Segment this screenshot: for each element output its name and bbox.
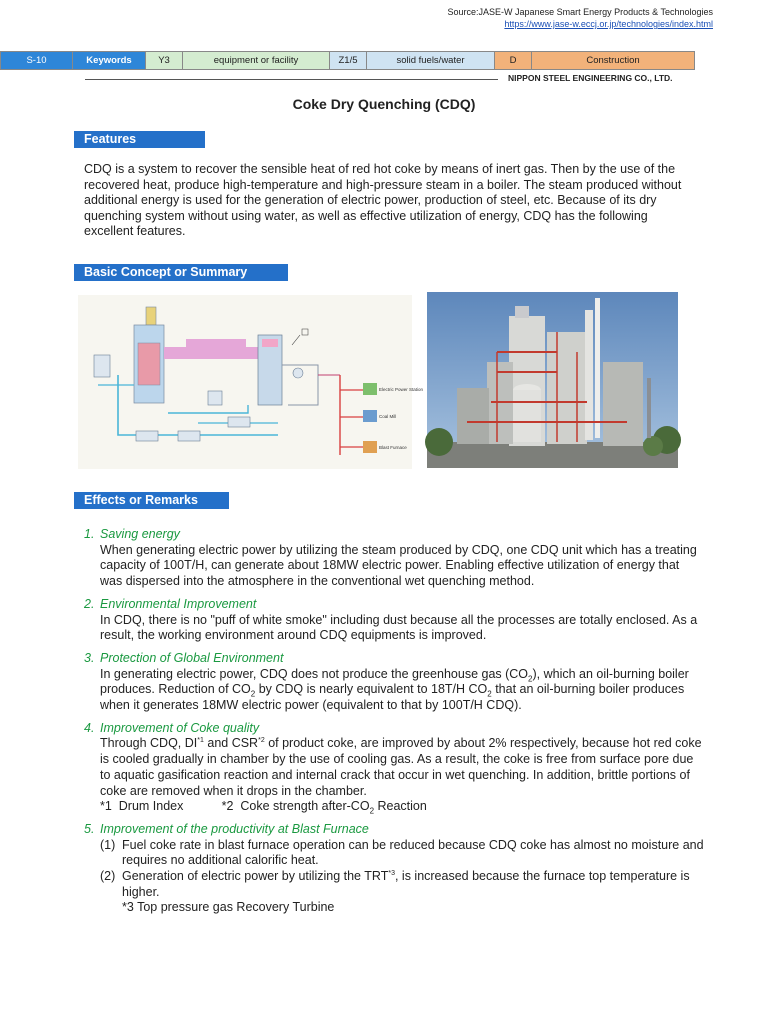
footnote-row	[84, 799, 704, 815]
superscript: *2	[258, 737, 265, 745]
effect-title	[84, 597, 704, 613]
power-station-label: Electric Power Station	[379, 387, 424, 392]
d-code: D	[495, 51, 532, 70]
text-run: by CDQ is nearly equivalent to 18T/H CO	[255, 682, 488, 697]
effect-body: When generating electric power by utilizing the steam produced by CDQ, one CDQ unit which has a treating capacity of 100T/H, can generate about 18MW electric power. Enabling effective utilization of energy that was dispersed into the atmosphere in the conventional wet quenching method.	[100, 542, 697, 589]
effect-body	[84, 838, 704, 917]
effect-body: In CDQ, there is no "puff of white smoke" including dust because all the processes are totally enclosed. As a result, the working environment around CDQ equipments is improved.	[100, 612, 698, 643]
effect-body	[84, 736, 704, 799]
section-effects: Effects or Remarks	[74, 492, 229, 509]
process-diagram-svg	[78, 295, 424, 469]
text-run: In generating electric power, CDQ does not produce the greenhouse gas (CO	[100, 666, 529, 681]
effect-number: 4.	[84, 720, 95, 735]
source-attribution	[448, 6, 713, 30]
cdq-plant-photo	[427, 292, 678, 468]
subscript: 2	[369, 806, 375, 816]
source-line: Source:JASE-W Japanese Smart Energy Products & Technologies	[447, 7, 713, 17]
plant-photo-svg	[427, 292, 678, 468]
effect-title	[84, 721, 704, 737]
effect-number: 2.	[84, 596, 95, 611]
footnote: *1 Drum Index	[100, 799, 184, 814]
effect-title	[84, 822, 704, 838]
sub-marker: (1)	[100, 837, 116, 852]
effect-number: 5.	[84, 821, 95, 836]
text-run: ), which an oil-burning boiler produces. Reduction of CO	[100, 666, 689, 697]
keyword-bar	[0, 51, 695, 70]
sub-marker: (2)	[100, 869, 116, 884]
text-run: of product coke, are improved by about 2% respectively, because hot red coke is cooled gradually in chamber by the use of cooling gas. As a result, the coke is free from surface pore due to aquatic gasification reaction and internal crack that occur in wet quenching. In addition, brittle portions of coke are removed when it drops in the chamber.	[100, 736, 702, 798]
keywords-label: Keywords	[73, 51, 146, 70]
sub-text	[122, 869, 704, 900]
list-item	[84, 527, 704, 590]
section-concept: Basic Concept or Summary	[74, 264, 288, 281]
cdq-process-diagram	[78, 295, 424, 469]
footnote: Reaction	[374, 799, 427, 814]
effect-heading: Improvement of the productivity at Blast Furnace	[100, 821, 369, 836]
section-features: Features	[74, 131, 205, 148]
text-run: that an oil-burning boiler produces when it generates 18MW electric power (equivalent to that by 100T/H CDQ).	[100, 682, 685, 713]
d-value: Construction	[532, 51, 695, 70]
superscript: *1	[197, 737, 204, 745]
footnote: *3 Top pressure gas Recovery Turbine	[122, 900, 335, 915]
sub-item	[100, 838, 704, 869]
y-code: Y3	[146, 51, 183, 70]
coal-mill-label: Coal Mill	[379, 414, 397, 419]
text-run: , is increased because the furnace top temperature is higher.	[122, 869, 690, 899]
effect-number: 1.	[84, 527, 95, 541]
effect-heading: Protection of Global Environment	[100, 650, 284, 665]
page-title: Coke Dry Quenching (CDQ)	[292, 96, 476, 112]
subscript: 2	[487, 689, 492, 699]
text-run: Through CDQ, DI	[100, 736, 198, 751]
z-value: solid fuels/water	[367, 51, 495, 70]
source-url-link[interactable]: https://www.jase-w.eccj.or.jp/technologies/index.html	[504, 19, 713, 29]
header-rule	[85, 79, 498, 80]
list-item	[84, 651, 704, 714]
effect-number: 3.	[84, 650, 95, 665]
sheet-code: S-10	[0, 51, 73, 70]
blast-furnace-label: Blast Furnace	[379, 445, 407, 450]
sub-item	[100, 869, 704, 900]
list-item	[84, 822, 704, 916]
text-run: and CSR	[203, 736, 259, 751]
text-run: Generation of electric power by utilizing the TRT	[122, 869, 389, 884]
list-item	[84, 597, 704, 644]
sub-text: Fuel coke rate in blast furnace operation can be reduced because CDQ coke has almost no moisture and requires no additional calorific heat.	[122, 837, 704, 868]
subscript: 2	[250, 689, 256, 699]
effect-body	[84, 667, 704, 714]
subscript: 2	[528, 674, 533, 684]
footnote: *2 Coke strength after-CO	[221, 799, 370, 814]
y-value: equipment or facility	[183, 51, 330, 70]
effect-heading: Improvement of Coke quality	[100, 720, 260, 735]
effects-list	[84, 527, 704, 923]
superscript: *3	[388, 869, 395, 877]
effect-heading: Saving energy	[100, 527, 180, 541]
z-code: Z1/5	[330, 51, 367, 70]
effect-title	[84, 651, 704, 667]
effect-heading: Environmental Improvement	[100, 596, 257, 611]
effect-title	[84, 527, 704, 543]
features-text: CDQ is a system to recover the sensible heat of red hot coke by means of inert gas. Then by the use of the recovered heat, produce high-temperature and high-pressure steam in a boiler. The steam produced without additional energy is used for the generation of electric power, production of steel, etc. Because of its dry quenching system without using water, as well as effective utilization of energy, CDQ has the following excellent features.	[84, 162, 682, 238]
list-item	[84, 721, 704, 815]
company-name: NIPPON STEEL ENGINEERING CO., LTD.	[508, 73, 673, 83]
